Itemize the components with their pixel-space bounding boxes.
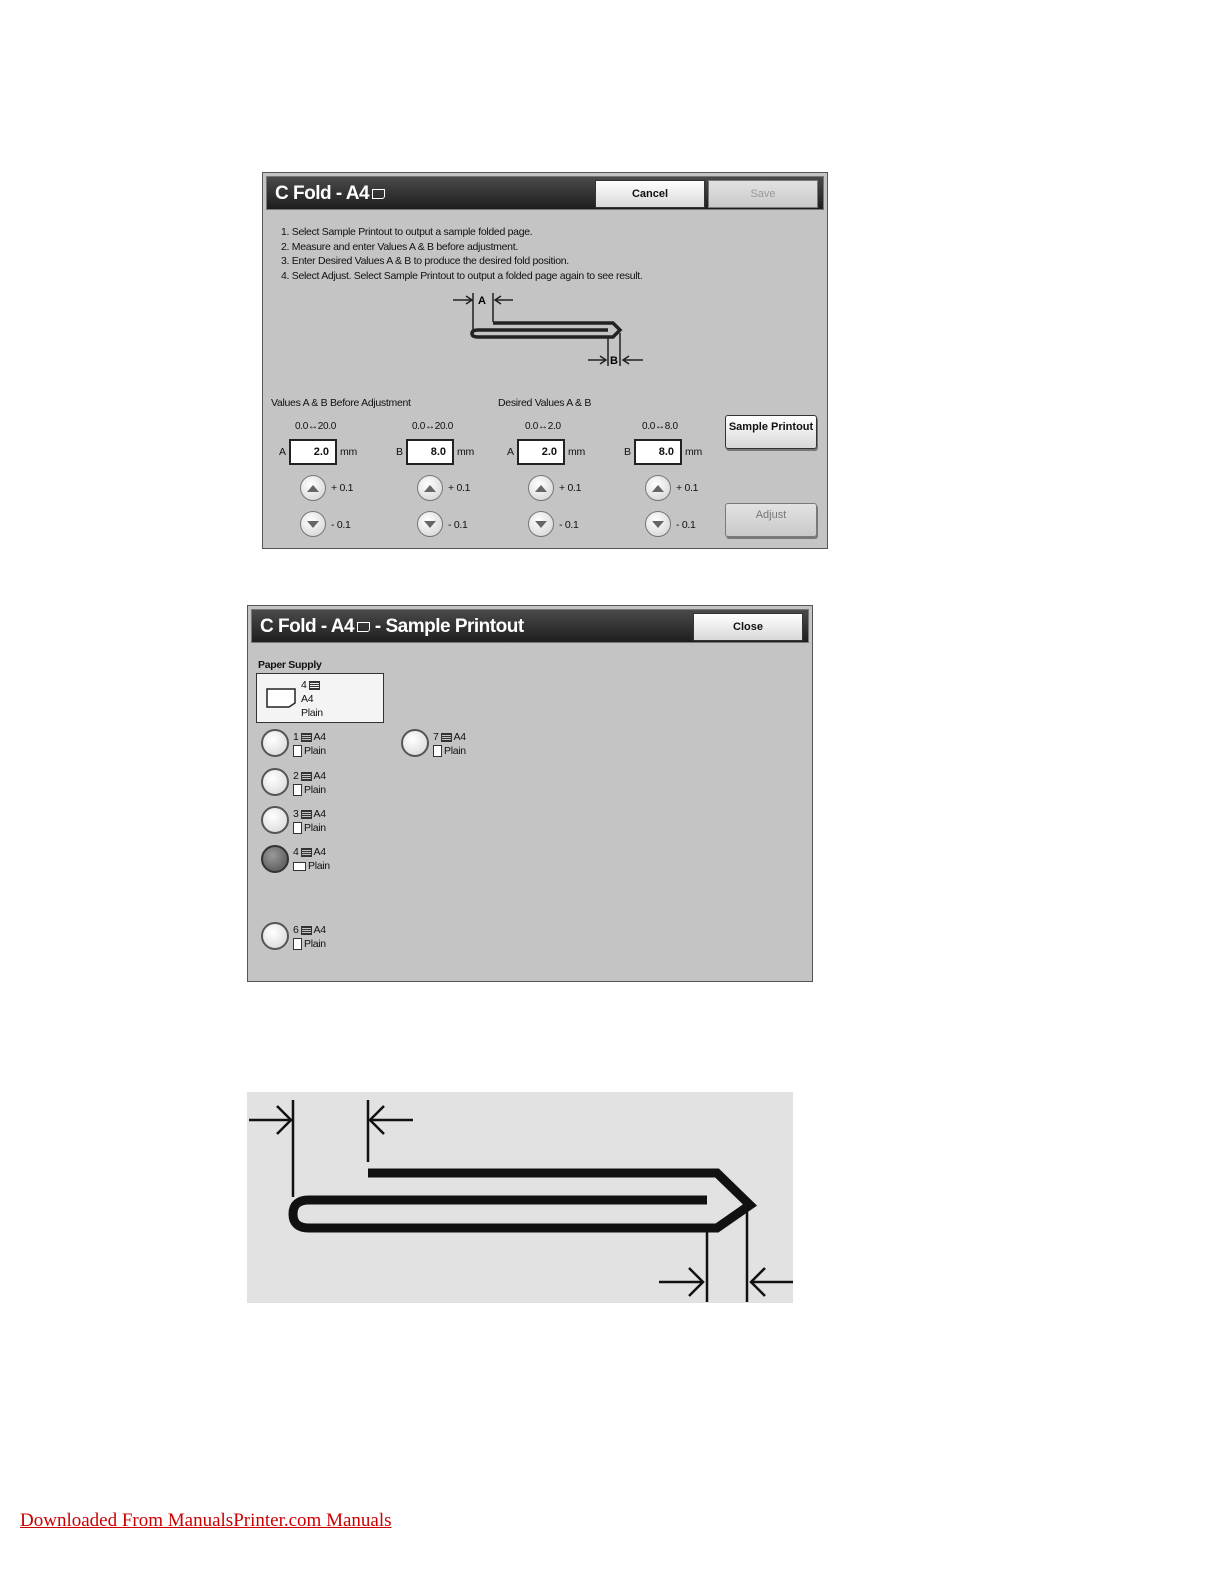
tray-7-label: 7 A4 Plain [433, 731, 466, 757]
screen-title: C Fold - A4 [275, 183, 385, 205]
range-label: 0.0↔2.0 [525, 421, 561, 432]
field-letter: A [507, 446, 514, 458]
tray-6-radio[interactable] [261, 922, 289, 950]
current-paper-details: 4 A4 Plain [301, 679, 323, 719]
sample-printout-button[interactable]: Sample Printout [725, 415, 817, 449]
down-arrow-icon [424, 521, 436, 528]
field-letter: A [279, 446, 286, 458]
cancel-button[interactable]: Cancel [595, 180, 705, 208]
down-arrow-icon [535, 521, 547, 528]
instructions [281, 225, 643, 283]
tray-2-label: 2 A4 Plain [293, 770, 326, 796]
instruction-line: 4. Select Adjust. Select Sample Printout to output a folded page again to see result. [281, 269, 643, 282]
fold-diagram-small [448, 288, 648, 373]
desired-a-input[interactable]: 2.0 [517, 439, 565, 465]
tray-icon [301, 848, 312, 857]
tray-3-label: 3 A4 Plain [293, 808, 326, 834]
paper-orientation-icon [372, 189, 385, 199]
tray-7-radio[interactable] [401, 729, 429, 757]
down-arrow-icon [652, 521, 664, 528]
desired-values-heading: Desired Values A & B [498, 397, 592, 409]
diagram-label-b: B [610, 355, 618, 367]
before-b-increment-button[interactable] [417, 475, 443, 501]
footer-download-link[interactable]: Downloaded From ManualsPrinter.com Manuals [20, 1510, 392, 1531]
tray-icon [301, 733, 312, 742]
decrement-label: - 0.1 [676, 519, 696, 531]
field-letter: B [396, 446, 403, 458]
paper-sheet-icon [265, 686, 297, 710]
paper-icon [293, 745, 302, 757]
close-button[interactable]: Close [693, 613, 803, 641]
tray-1-radio[interactable] [261, 729, 289, 757]
up-arrow-icon [424, 485, 436, 492]
paper-icon [433, 745, 442, 757]
tray-4-radio[interactable] [261, 845, 289, 873]
before-a-decrement-button[interactable] [300, 511, 326, 537]
sample-printout-screen [247, 605, 813, 982]
paper-icon [293, 822, 302, 834]
tray-6-label: 6 A4 Plain [293, 924, 326, 950]
unit-label: mm [685, 446, 702, 458]
c-fold-adjust-screen [262, 172, 828, 549]
increment-label: + 0.1 [559, 482, 582, 494]
up-arrow-icon [307, 485, 319, 492]
save-button[interactable]: Save [708, 180, 818, 208]
before-b-decrement-button[interactable] [417, 511, 443, 537]
screen-title: C Fold - A4 - Sample Printout [260, 616, 524, 637]
unit-label: mm [340, 446, 357, 458]
fold-diagram-large [247, 1092, 793, 1303]
tray-3-radio[interactable] [261, 806, 289, 834]
field-letter: B [624, 446, 631, 458]
before-a-increment-button[interactable] [300, 475, 326, 501]
desired-b-increment-button[interactable] [645, 475, 671, 501]
increment-label: + 0.1 [331, 482, 354, 494]
increment-label: + 0.1 [676, 482, 699, 494]
tray-icon [301, 926, 312, 935]
desired-a-increment-button[interactable] [528, 475, 554, 501]
range-label: 0.0↔20.0 [295, 421, 336, 432]
tray-2-radio[interactable] [261, 768, 289, 796]
current-paper-tile[interactable] [256, 673, 384, 723]
paper-icon [293, 784, 302, 796]
tray-icon [301, 810, 312, 819]
before-b-input[interactable]: 8.0 [406, 439, 454, 465]
adjust-button[interactable]: Adjust [725, 503, 817, 537]
unit-label: mm [568, 446, 585, 458]
paper-orientation-icon [357, 622, 370, 632]
tray-1-label: 1 A4 Plain [293, 731, 326, 757]
down-arrow-icon [307, 521, 319, 528]
tray-4-label: 4 A4 Plain [293, 846, 330, 872]
decrement-label: - 0.1 [331, 519, 351, 531]
paper-icon [293, 938, 302, 950]
tray-icon [441, 733, 452, 742]
instruction-line: 1. Select Sample Printout to output a sample folded page. [281, 226, 533, 238]
paper-landscape-icon [293, 862, 306, 871]
instruction-line: 2. Measure and enter Values A & B before adjustment. [281, 240, 518, 253]
decrement-label: - 0.1 [559, 519, 579, 531]
desired-a-decrement-button[interactable] [528, 511, 554, 537]
range-label: 0.0↔8.0 [642, 421, 678, 432]
paper-supply-heading: Paper Supply [258, 659, 322, 671]
unit-label: mm [457, 446, 474, 458]
up-arrow-icon [535, 485, 547, 492]
before-adjustment-heading: Values A & B Before Adjustment [271, 397, 411, 409]
instruction-line: 3. Enter Desired Values A & B to produce the desired fold position. [281, 255, 569, 267]
decrement-label: - 0.1 [448, 519, 468, 531]
desired-b-input[interactable]: 8.0 [634, 439, 682, 465]
tray-icon [301, 772, 312, 781]
up-arrow-icon [652, 485, 664, 492]
diagram-label-a: A [478, 295, 486, 307]
before-a-input[interactable]: 2.0 [289, 439, 337, 465]
range-label: 0.0↔20.0 [412, 421, 453, 432]
desired-b-decrement-button[interactable] [645, 511, 671, 537]
increment-label: + 0.1 [448, 482, 471, 494]
tray-icon [309, 681, 320, 690]
